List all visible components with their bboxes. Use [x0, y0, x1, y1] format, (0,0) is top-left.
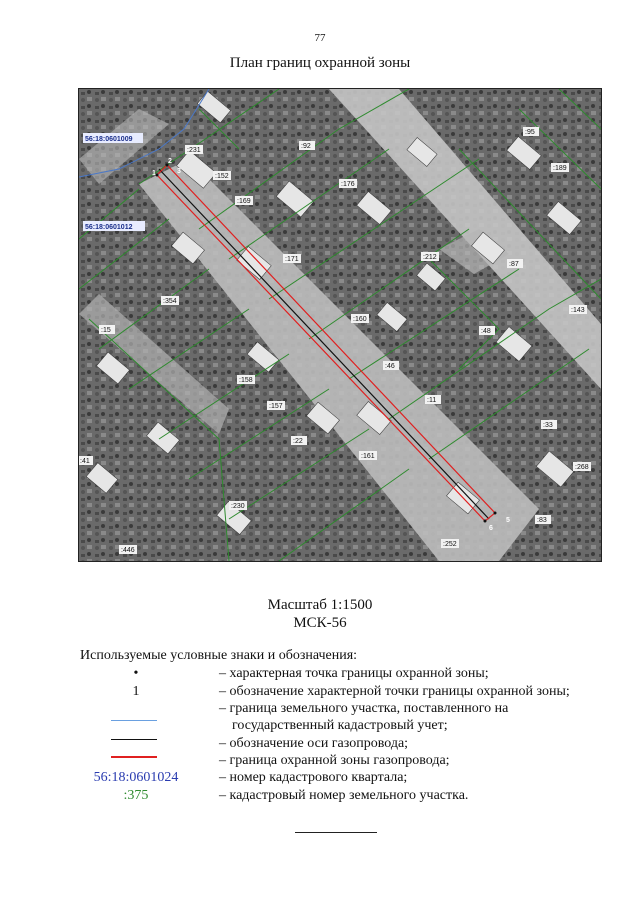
page-number: 77	[314, 32, 326, 44]
parcel-label: :157	[269, 403, 283, 410]
parcel-label: :161	[361, 453, 375, 460]
legend-symbol: 56:18:0601024	[93, 770, 179, 785]
legend-symbol: 1	[132, 684, 140, 699]
parcel-label: :41	[80, 458, 90, 465]
parcel-label: :176	[341, 181, 355, 188]
parcel-label: :143	[571, 307, 585, 314]
parcel-label: :231	[187, 147, 201, 154]
legend-text: – обозначение характерной точки границы охранной зоны;	[219, 684, 570, 699]
parcel-label: :46	[385, 363, 395, 370]
point-marker-icon: •	[133, 666, 139, 681]
parcel-label: :92	[301, 143, 311, 150]
parcel-label: :171	[285, 256, 299, 263]
quarter-label: 56:18:0601009	[85, 136, 133, 143]
legend-text: – кадастровый номер земельного участка.	[219, 788, 469, 803]
legend-title: Используемые условные знаки и обозначения:	[80, 648, 358, 663]
quarter-label: 56:18:0601012	[85, 224, 133, 231]
parcel-label: :252	[443, 541, 457, 548]
parcel-label: :95	[525, 129, 535, 136]
coordinate-system: МСК-56	[293, 615, 347, 631]
parcel-label: :152	[215, 173, 229, 180]
legend-text: – граница земельного участка, поставленного на	[219, 701, 509, 716]
parcel-label: :230	[231, 503, 245, 510]
divider	[295, 832, 377, 833]
parcel-label: :446	[121, 547, 135, 554]
parcel-label: :160	[353, 316, 367, 323]
parcel-boundary-line-icon	[111, 720, 157, 721]
legend-symbol: :375	[123, 788, 149, 803]
parcel-label: :87	[509, 261, 519, 268]
gas-axis-line-icon	[111, 739, 157, 740]
parcel-label: :169	[237, 198, 251, 205]
legend-text: – характерная точка границы охранной зоны;	[219, 666, 489, 681]
parcel-label: :83	[537, 517, 547, 524]
legend-text: – номер кадастрового квартала;	[219, 770, 408, 785]
map-scale: Масштаб 1:1500	[267, 597, 373, 613]
parcel-label: :158	[239, 377, 253, 384]
parcel-label: :354	[163, 298, 177, 305]
parcel-label: :48	[481, 328, 491, 335]
point-label: 2	[168, 158, 172, 165]
point-label: 5	[506, 517, 510, 524]
aerial-map	[78, 88, 602, 562]
parcel-label: :22	[293, 438, 303, 445]
parcel-label: :33	[543, 422, 553, 429]
parcel-label: :15	[101, 327, 111, 334]
legend-text: – граница охранной зоны газопровода;	[219, 753, 450, 768]
point-label: 1	[152, 170, 156, 177]
parcel-label: :268	[575, 464, 589, 471]
zone-boundary-line-icon	[111, 756, 157, 758]
legend-text: государственный кадастровый учет;	[232, 718, 448, 733]
point-label: 6	[489, 525, 493, 532]
legend-text: – обозначение оси газопровода;	[219, 736, 409, 751]
parcel-label: :212	[423, 254, 437, 261]
parcel-label: :189	[553, 165, 567, 172]
parcel-label: :11	[427, 397, 437, 404]
point-label: 3	[177, 168, 181, 175]
page-title: План границ охранной зоны	[229, 55, 411, 71]
